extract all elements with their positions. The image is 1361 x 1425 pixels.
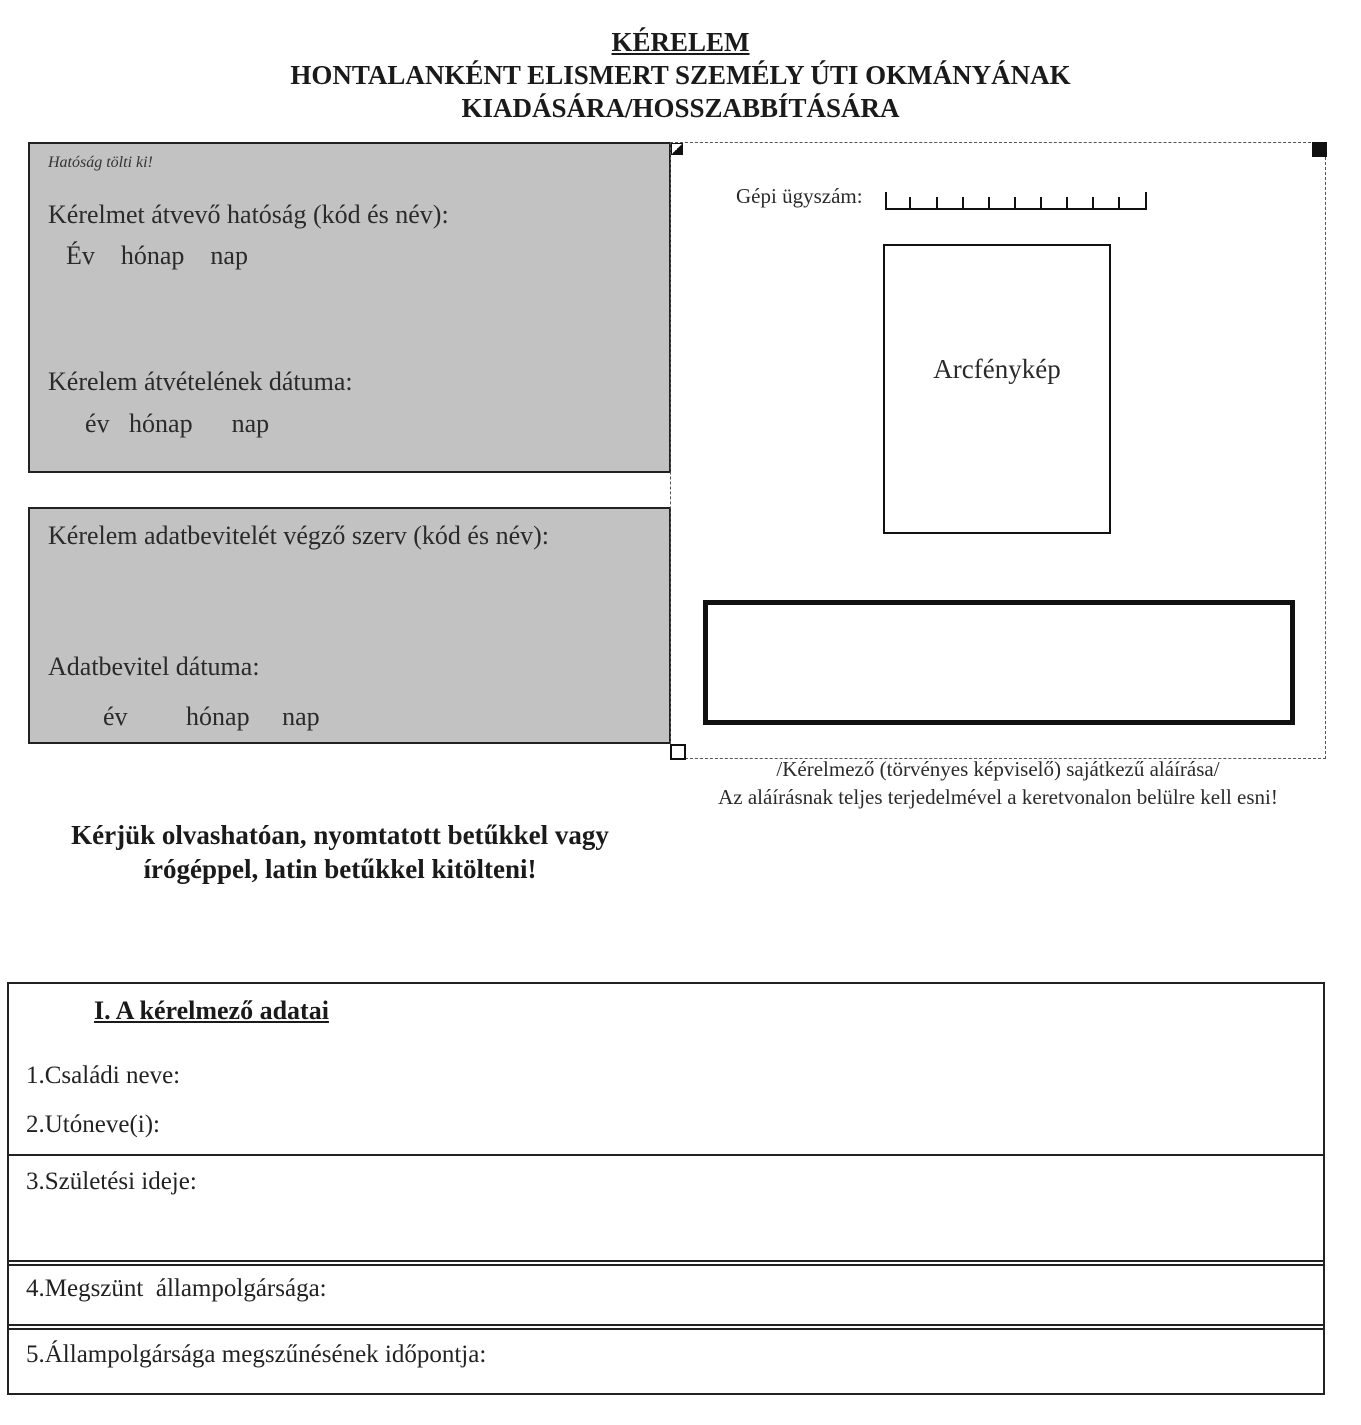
divider [9,1324,1323,1326]
divider [9,1264,1323,1266]
signature-note: Az aláírásnak teljes terjedelmével a keretvonalon belülre kell esni! [718,785,1278,809]
fill-instructions [30,818,650,886]
form-subtitle-line1: HONTALANKÉNT ELISMERT SZEMÉLY ÚTI OKMÁNYÁNAK [290,60,1071,90]
divider [9,1328,1323,1330]
date-parts-label-2: év hónap nap [85,409,270,438]
date-parts-label-3: év hónap nap [103,702,320,731]
form-title-block [0,26,1361,125]
frame-corner-handle-top-right [1312,142,1327,157]
applicant-data-section [7,982,1325,1395]
given-names-field[interactable]: 2.Utóneve(i): [26,1111,160,1138]
form-subtitle-line2: KIADÁSÁRA/HOSSZABBÍTÁSÁRA [461,93,900,123]
section-heading: I. A kérelmező adatai [94,996,329,1025]
entry-date-label: Adatbevitel dátuma: [48,652,260,681]
authority-note: Hatóság tölti ki! [48,154,153,171]
frame-corner-handle-top-left [671,143,683,155]
signature-caption: /Kérelmező (törvényes képviselő) sajátkezű aláírása/ [776,757,1220,781]
case-number-label: Gépi ügyszám: [736,184,863,208]
photo-label: Arcfénykép [933,354,1061,384]
fill-instructions-line2: írógéppel, latin betűkkel kitölteni! [143,854,537,884]
family-name-field[interactable]: 1.Családi neve: [26,1062,181,1089]
divider [9,1260,1323,1262]
signature-box[interactable] [703,600,1295,725]
fill-instructions-line1: Kérjük olvashatóan, nyomtatott betűkkel vagy [71,820,609,850]
case-number-boxes[interactable] [885,192,1147,210]
data-entry-box [28,507,671,744]
form-title: KÉRELEM [611,27,750,57]
receipt-date-label: Kérelem átvételének dátuma: [48,367,353,396]
receiving-authority-label: Kérelmet átvevő hatóság (kód és név): [48,200,449,229]
divider [9,1154,1323,1156]
photo-box [883,244,1111,534]
citizenship-end-date-field[interactable]: 5.Állampolgársága megszűnésének időpontja: [26,1341,487,1368]
birth-date-field[interactable]: 3.Születési ideje: [26,1168,197,1195]
entry-org-label: Kérelem adatbevitelét végző szerv (kód és név): [48,521,549,550]
former-citizenship-field[interactable]: 4.Megszünt állampolgársága: [26,1275,327,1302]
authority-box [28,142,671,473]
date-parts-label-1: Év hónap nap [66,241,248,270]
